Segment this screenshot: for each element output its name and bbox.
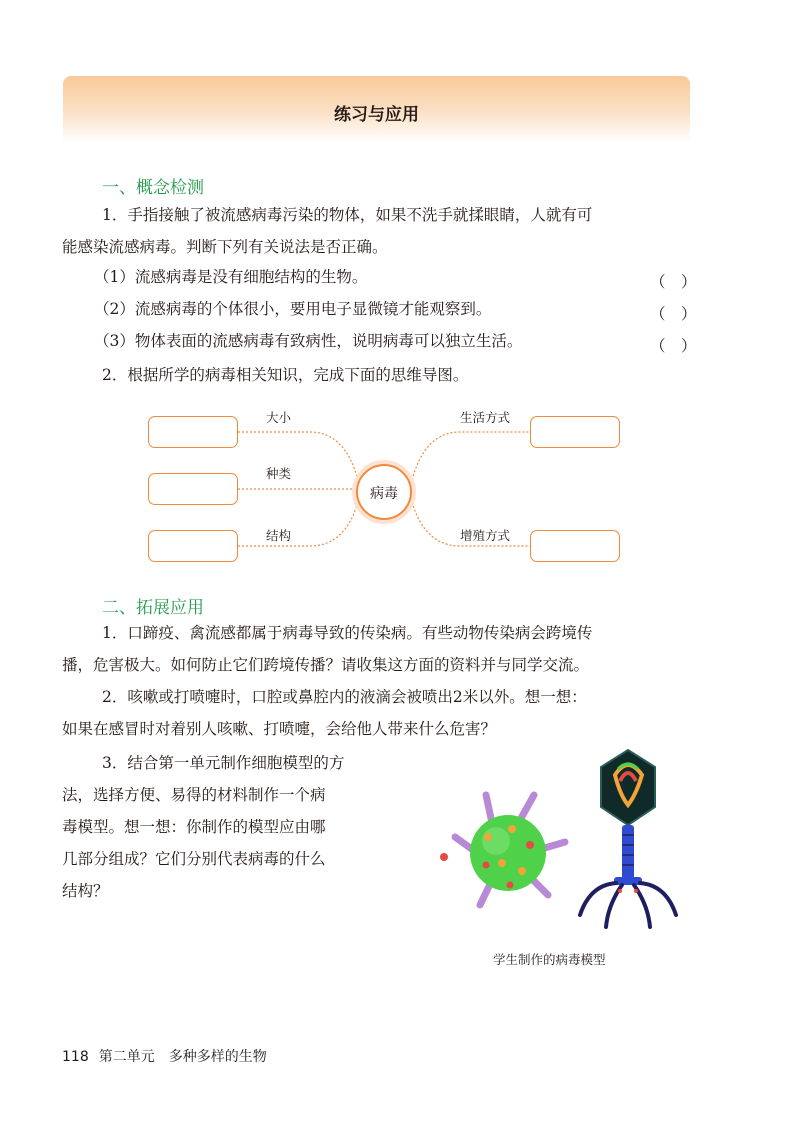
label-reproduction: 增殖方式: [460, 528, 511, 543]
virus-model-photo: [430, 745, 690, 935]
ext-question-3-line-3: 毒模型。想一想：你制作的模型应由哪: [62, 818, 326, 836]
question-1-item-2: （2）流感病毒的个体很小，要用电子显微镜才能观察到。: [94, 300, 492, 318]
section-heading-extended-application: 二、拓展应用: [102, 598, 204, 618]
question-1-line-2: 能感染流感病毒。判断下列有关说法是否正确。: [62, 238, 388, 256]
connector-size: [238, 432, 358, 480]
page-number: 118: [62, 1049, 89, 1065]
unit-title: 第二单元 多种多样的生物: [98, 1049, 267, 1065]
ext-question-1-line-1: 1．口蹄疫、禽流感都属于病毒导致的传染病。有些动物传染病会跨境传: [102, 624, 593, 642]
ext-question-3-line-1: 3．结合第一单元制作细胞模型的方: [102, 754, 345, 772]
section-heading-concept-check: 一、概念检测: [102, 178, 204, 198]
banner-title: 练习与应用: [334, 105, 419, 125]
question-1-line-1: 1．手指接触了被流感病毒污染的物体，如果不洗手就揉眼睛，人就有可: [102, 206, 593, 224]
label-lifestyle: 生活方式: [460, 410, 511, 425]
answer-box-type[interactable]: [148, 473, 238, 505]
ext-question-2-line-2: 如果在感冒时对着别人咳嗽、打喷嚏，会给他人带来什么危害？: [62, 720, 497, 738]
answer-paren-1[interactable]: （ ）: [650, 273, 697, 291]
mind-map-center: [356, 464, 412, 520]
answer-paren-3[interactable]: （ ）: [650, 337, 697, 355]
section-banner: [63, 76, 690, 142]
label-type: 种类: [266, 466, 292, 481]
ext-question-1-line-2: 播，危害极大。如何防止它们跨境传播？请收集这方面的资料并与同学交流。: [62, 656, 590, 674]
answer-paren-2[interactable]: （ ）: [650, 305, 697, 323]
answer-box-reproduction[interactable]: [530, 530, 620, 562]
connector-lifestyle: [412, 432, 530, 480]
question-2: 2．根据所学的病毒相关知识，完成下面的思维导图。: [102, 366, 469, 384]
ext-question-3-line-2: 法，选择方便、易得的材料制作一个病: [62, 786, 326, 804]
ext-question-2-line-1: 2．咳嗽或打喷嚏时，口腔或鼻腔内的液滴会被喷出2米以外。想一想：: [102, 688, 587, 706]
connector-structure: [238, 502, 358, 546]
spherical-virus-model: [440, 795, 565, 905]
answer-box-size[interactable]: [148, 416, 238, 448]
label-size: 大小: [266, 410, 292, 425]
figure-caption: 学生制作的病毒模型: [493, 952, 606, 967]
question-1-item-1: （1）流感病毒是没有细胞结构的生物。: [94, 268, 368, 286]
page-footer: [62, 1046, 267, 1066]
answer-box-structure[interactable]: [148, 530, 238, 562]
bacteriophage-model: [580, 750, 676, 927]
answer-box-lifestyle[interactable]: [530, 416, 620, 448]
label-structure: 结构: [266, 528, 292, 543]
ext-question-3-line-5: 结构？: [62, 882, 109, 900]
question-1-item-3: （3）物体表面的流感病毒有致病性，说明病毒可以独立生活。: [94, 332, 523, 350]
mind-map: [0, 400, 800, 580]
ext-question-3-line-4: 几部分组成？它们分别代表病毒的什么: [62, 850, 326, 868]
center-label: 病毒: [370, 486, 398, 502]
